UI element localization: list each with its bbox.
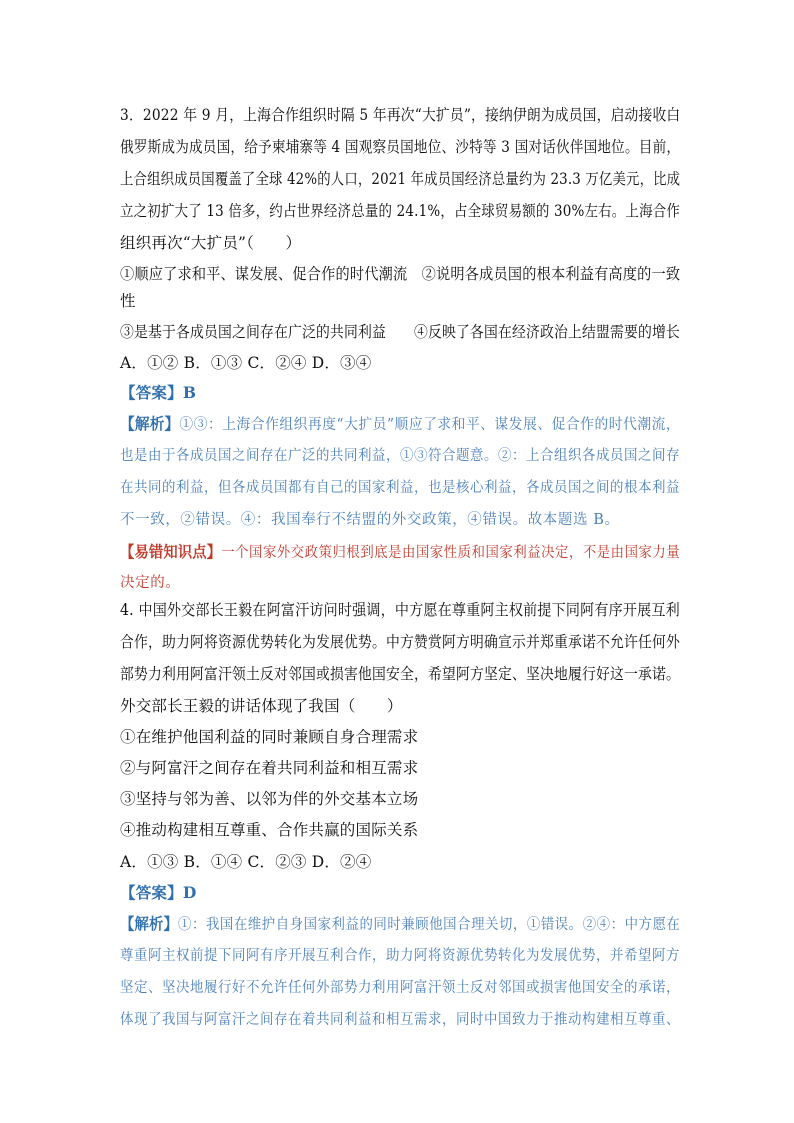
- q3-option-line-1: ①顺应了求和平、谋发展、促合作的时代潮流 ②说明各成员国的根本利益有高度的一致: [120, 265, 681, 283]
- q3-option-line-3: ③是基于各成员国之间存在广泛的共同利益 ④反映了各国在经济政治上结盟需要的增长: [120, 323, 681, 341]
- q4-stem-line-3: 部势力利用阿富汗领土反对邻国或损害他国安全，希望阿方坚定、坚决地履行好这一承诺。: [120, 665, 681, 683]
- q4-explain-line-3: 坚定、坚决地履行好不允许任何外部势力利用阿富汗领土反对邻国或损害他国安全的承诺，: [120, 980, 681, 996]
- q3-stem-line-5: 组织再次“大扩员”（ ）: [120, 234, 302, 252]
- q3-explain-line-1: [120, 414, 681, 435]
- q4-explain-line-1: [120, 914, 681, 935]
- q3-stem-line-2: 俄罗斯成为成员国，给予柬埔寨等 4 国观察员国地位、沙特等 3 国对话伙伴国地位。目前，: [120, 138, 681, 156]
- q4-answer: [120, 883, 680, 903]
- q3-explain-label: 【解析】: [120, 414, 180, 433]
- q3-stem-line-4: 立之初扩大了 13 倍多，约占世界经济总量的 24.1%，占全球贸易额的 30%左右。上海合作: [120, 202, 681, 220]
- q4-stem-line-1: 4. 中国外交部长王毅在阿富汗访问时强调，中方愿在尊重阿主权前提下同阿有序开展互利: [120, 601, 680, 619]
- q4-explain-line-2: 尊重阿主权前提下同阿有序开展互利合作，助力阿将资源优势转化为发展优势，并希望阿方: [120, 948, 681, 964]
- q4-answer-value: D: [182, 883, 197, 902]
- q4-answer-label: 【答案】: [120, 883, 183, 902]
- q4-explain-label: 【解析】: [120, 914, 179, 933]
- q4-stem-line-4: 外交部长王毅的讲话体现了我国（ ）: [120, 697, 403, 715]
- q3-error-line-1: [120, 542, 681, 563]
- q3-error-text-1: 一个国家外交政策归根到底是由国家性质和国家利益决定，不是由国家力量: [221, 545, 681, 561]
- q3-explain-line-4: 不一致，②错误。④：我国奉行不结盟的外交政策，④错误。故本题选 B。: [120, 512, 620, 528]
- q4-option-4: ④推动构建相互尊重、合作共赢的国际关系: [120, 821, 419, 839]
- q4-explain-line-4: 体现了我国与阿富汗之间存在着共同利益和相互需求，同时中国致力于推动构建相互尊重、: [120, 1012, 681, 1028]
- q3-explain-line-2: 也是由于各成员国之间存在广泛的共同利益，①③符合题意。②：上合组织各成员国之间存: [120, 448, 681, 464]
- q3-answer-label: 【答案】: [120, 383, 183, 402]
- q3-choices: A．①② B．①③ C．②④ D．③④: [120, 354, 372, 372]
- q4-option-2: ②与阿富汗之间存在着共同利益和相互需求: [120, 759, 419, 777]
- q3-explain-text-1: ①③：上海合作组织再度“大扩员”顺应了求和平、谋发展、促合作的时代潮流，: [179, 417, 681, 433]
- q3-option-line-2: 性: [120, 292, 136, 310]
- q3-explain-line-3: 在共同的利益，但各成员国都有自己的国家利益，也是核心利益，各成员国之间的根本利益: [120, 480, 681, 496]
- q3-error-line-2: 决定的。: [120, 575, 181, 591]
- q3-answer: [120, 383, 680, 403]
- q4-explain-text-1: ①：我国在维护自身国家利益的同时兼顾他国合理关切，①错误。②④：中方愿在: [178, 917, 681, 933]
- q3-stem-line-1: 3．2022 年 9 月，上海合作组织时隔 5 年再次“大扩员”，接纳伊朗为成员国，启动接收白: [120, 106, 681, 124]
- q4-choices: A．①③ B．①④ C．②③ D．②④: [120, 853, 372, 871]
- q4-option-1: ①在维护他国利益的同时兼顾自身合理需求: [120, 728, 419, 746]
- q3-answer-value: B: [182, 383, 197, 402]
- q3-error-label: 【易错知识点】: [120, 542, 222, 561]
- q4-stem-line-2: 合作，助力阿将资源优势转化为发展优势。中方赞赏阿方明确宣示并郑重承诺不允许任何外: [120, 633, 681, 651]
- q3-stem-line-3: 上合组织成员国覆盖了全球 42%的人口，2021 年成员国经济总量约为 23.3 万亿美元，比成: [120, 170, 681, 188]
- q4-option-3: ③坚持与邻为善、以邻为伴的外交基本立场: [120, 790, 419, 808]
